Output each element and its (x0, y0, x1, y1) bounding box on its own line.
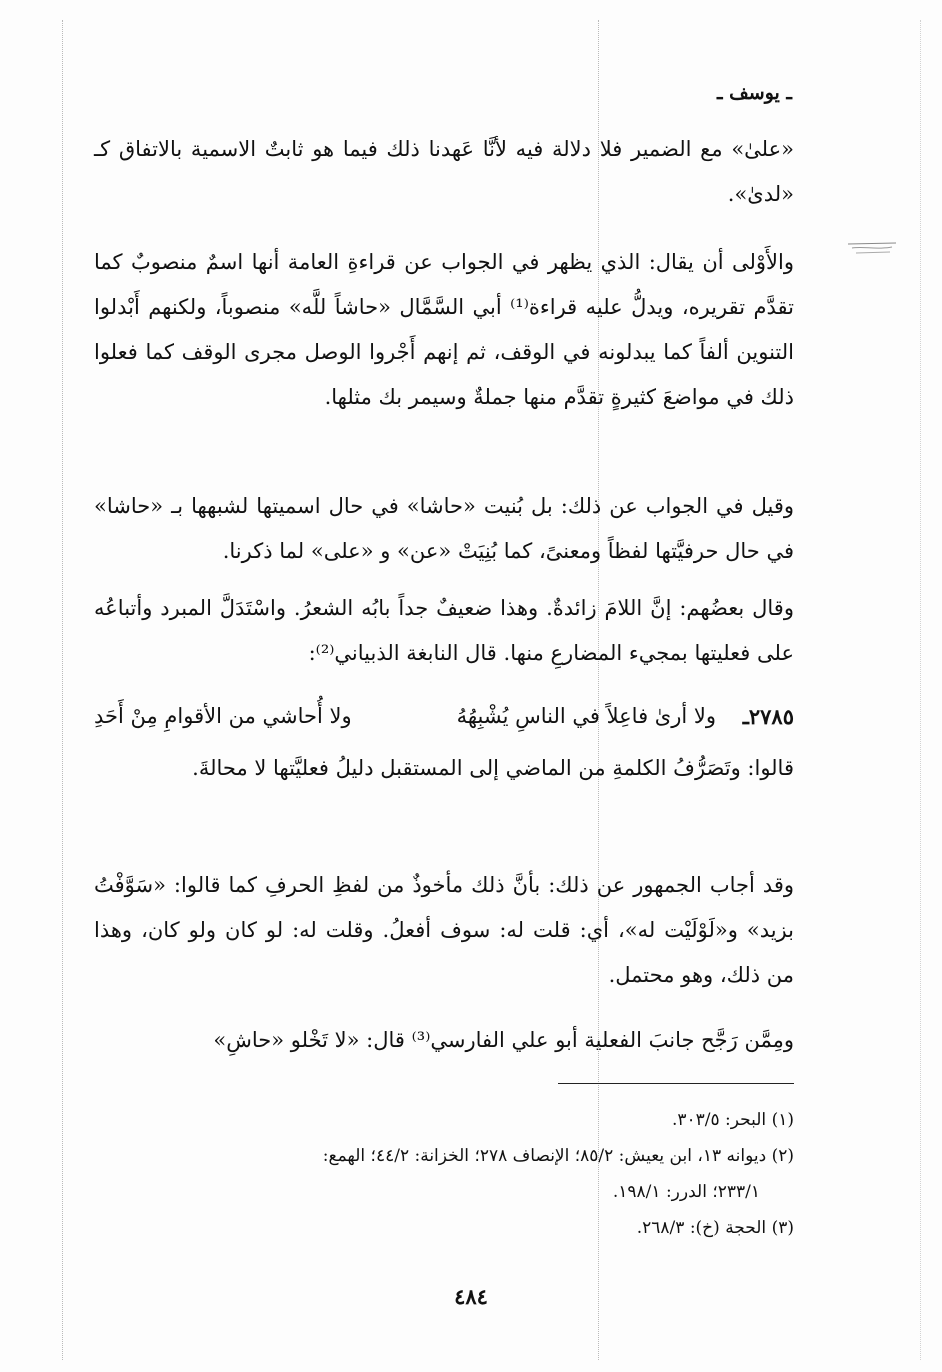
footnote-separator (558, 1083, 794, 1084)
footnote (94, 1138, 794, 1174)
paragraph (94, 240, 794, 420)
paragraph (94, 586, 794, 676)
footnote-label: (٣) (771, 1218, 794, 1238)
paragraph (94, 746, 794, 791)
footnotes (94, 1102, 794, 1246)
running-header: ـ يوسف ـ (716, 82, 792, 104)
paragraph-text: وقيل في الجواب عن ذلك: بل بُنيت «حاشا» في حال اسميتها لشبهها بـ «حاشا» في حال حرفيَّتها لفظاً ومعنىً، كما بُنِيَتْ «عن» و «على» لما ذكرنا. (94, 494, 794, 563)
paragraph-text: ومِمَّن رَجَّح جانبَ الفعلية أبو علي الفارسي⁽³⁾ قال: «لا تَخْلو «حاشِ» (213, 1028, 794, 1052)
footnote-label: (٢) (771, 1146, 794, 1166)
footnote (94, 1210, 794, 1246)
footnote-label: (١) (771, 1110, 794, 1130)
paragraph (94, 863, 794, 998)
verse-first-hemistich: ولا أرىٰ فاعِلاً في الناسِ يُشْبِهُهُ (456, 704, 716, 728)
page-number: ٤٨٤ (454, 1284, 488, 1309)
paragraph (94, 1018, 794, 1063)
verse-second-hemistich: ولا أُحاشي من الأقوامِ مِنْ أَحَدِ (94, 704, 352, 728)
paragraph-text: وقال بعضُهم: إنَّ اللامَ زائدةٌ. وهذا ضعيفٌ جداً بابُه الشعرُ. واسْتَدَلَّ المبرد وأتباعُه على فعليتها بمجيء المضارعِ منها. قال النابغة الذبياني⁽²⁾: (94, 596, 794, 665)
paragraph-text: وقد أجاب الجمهور عن ذلك: بأنَّ ذلك مأخوذٌ من لفظِ الحرفِ كما قالوا: «سَوَّفْتُ بزيد» و«لَوْلَيْت له»، أي: قلت له: سوف أفعلُ. وقلت له: لو كان ولو كان، وهذا من ذلك، وهو محتمل. (94, 873, 794, 987)
footnote-text: ديوانه ١٣، ابن يعيش: ٨٥/٢؛ الإنصاف ٢٧٨؛ الخزانة: ٤٤/٢؛ الهمع: (322, 1146, 767, 1166)
footnote-continuation: ٢٣٣/١؛ الدرر: ١٩٨/١. (612, 1182, 760, 1202)
paragraph-text: «علىٰ» مع الضمير فلا دلالة فيه لأنَّا عَهدنا ذلك فيما هو ثابتٌ الاسمية بالاتفاق كـ «لدىٰ». (94, 137, 794, 206)
margin-scribble-icon (846, 238, 902, 260)
paragraph-text: قالوا: وتَصَرُّفُ الكلمةِ من الماضي إلى المستقبل دليلُ فعليَّتها لا محالةَ. (192, 756, 794, 780)
paragraph (94, 127, 794, 217)
paragraph-text: والأَوْلى أن يقال: الذي يظهر في الجواب عن قراءةِ العامة أنها اسمٌ منصوبٌ كما تقدَّم تقريره، ويدلُّ عليه قراءة⁽¹⁾ أبي السَّمَّال «حاشاً للَّه» منصوباً، ولكنهم أَبْدلوا التنوين ألفاً كما يبدلونه في الوقف، ثم إنهم أَجْروا الوصل مجرى الوقف كما فعلوا ذلك في مواضعَ كثيرةٍ تقدَّم منها جملةٌ وسيمر بك مثلها. (94, 250, 794, 409)
footnote-text: الحجة (خ): ٢٦٨/٣. (636, 1218, 767, 1238)
footnote-text: البحر: ٣٠٣/٥. (671, 1110, 767, 1130)
verse-number: ٢٧٨٥ـ (742, 704, 794, 729)
paragraph (94, 484, 794, 574)
scan-artifact-line (62, 20, 63, 1360)
scan-artifact-line (920, 20, 921, 1360)
poetry-verse (94, 694, 794, 739)
footnote (94, 1102, 794, 1138)
